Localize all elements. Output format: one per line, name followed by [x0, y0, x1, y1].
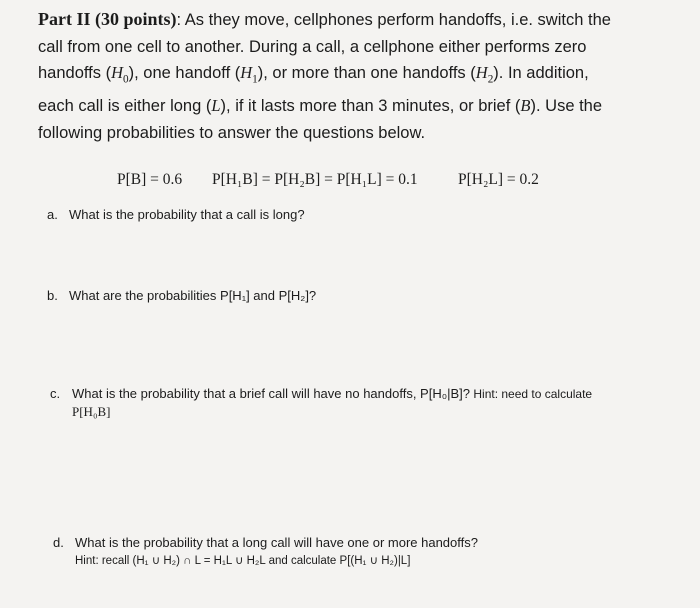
intro-line-4: each call is either long (L), if it lasts more than 3 minutes, or brief (B). Use the: [38, 96, 603, 116]
intro-line-5: following probabilities to answer the questions below.: [38, 123, 426, 142]
question-d: d. What is the probability that a long call will have one or more handoffs?: [53, 535, 478, 550]
question-d-text: What is the probability that a long call will have one or more handoffs?: [75, 535, 478, 550]
question-c-line2: P[H₀B]: [72, 404, 111, 419]
equation-pb: P[B] = 0.6: [117, 171, 183, 188]
question-c-text: What is the probability that a brief call will have no handoffs, P[H₀|B]?: [72, 386, 471, 401]
question-a-text: What is the probability that a call is long?: [69, 207, 305, 222]
question-d-hint: Hint: recall (H₁ ∪ H₂) ∩ L = H₁L ∪ H₂L and calculate P[(H₁ ∪ H₂)|L]: [75, 555, 411, 567]
problem-intro: [38, 6, 678, 146]
question-b: b. What are the probabilities P[H₁] and P[H₂]?: [47, 288, 317, 303]
intro-line-2: call from one cell to another. During a call, a cellphone either performs zero: [38, 37, 587, 56]
problem-heading: Part II (30 points): [38, 9, 177, 29]
question-c: c. What is the probability that a brief call will have no handoffs, P[H₀|B]? Hint: need to calculate: [50, 386, 593, 401]
question-c-hint: Hint: need to calculate: [470, 387, 593, 401]
question-a: a. What is the probability that a call is long?: [47, 207, 305, 222]
intro-line-3: handoffs $(H_0)$, one handoff $(H_1)$, or more than one handoffs $(H_2)$. In addition,: [38, 63, 589, 86]
question-b-text: What are the probabilities P[H₁] and P[H₂]?: [69, 288, 317, 303]
given-probabilities: [0, 171, 700, 193]
equation-joint: P[H₁B] = P[H₂B] = P[H₁L] = 0.1: [212, 171, 418, 188]
intro-line-1: Part II (30 points): As they move, cellphones perform handoffs, i.e. switch the: [38, 9, 611, 29]
equation-ph2l: P[H₂L] = 0.2: [458, 171, 539, 188]
